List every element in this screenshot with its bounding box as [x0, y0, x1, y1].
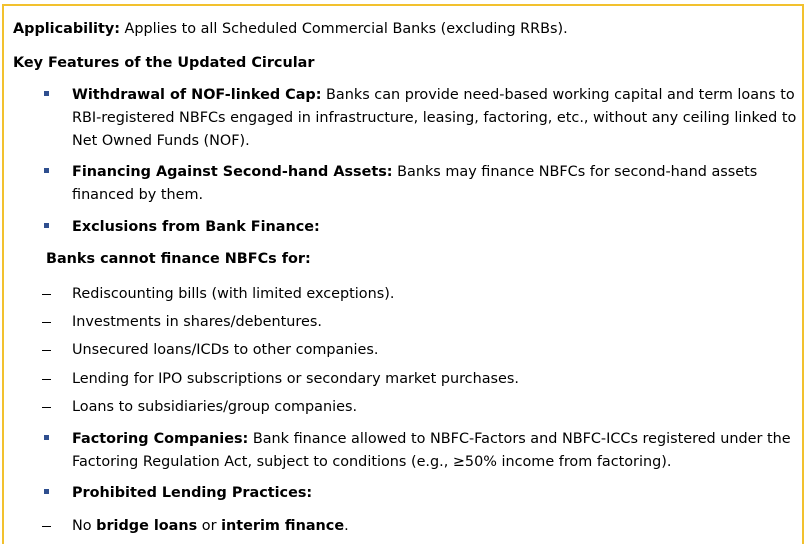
feature-text: Banks can provide need-based working capital and term loans to RBI-registered NBFCs engaged in infrastructure, leasing, factoring, etc., without any ceiling linked to Net Owned Funds (NOF). [72, 87, 797, 149]
applicability-line [13, 18, 568, 40]
prohibited-middle: or [197, 518, 222, 534]
bridge-loans-term: bridge loans [96, 518, 198, 534]
dash-bullet-icon [42, 350, 51, 351]
applicability-text: Applies to all Scheduled Commercial Banks (excluding RRBs). [119, 21, 568, 37]
dash-bullet-icon [42, 294, 51, 295]
bullet-square-icon [44, 91, 49, 96]
feature-item-factoring [72, 428, 800, 474]
bullet-square-icon [44, 435, 49, 440]
bullet-square-icon [44, 223, 49, 228]
feature-item-second-hand-assets [72, 161, 800, 207]
dash-bullet-icon [42, 526, 51, 527]
dash-bullet-icon [42, 379, 51, 380]
dash-bullet-icon [42, 407, 51, 408]
feature-text: Banks may finance NBFCs for second-hand assets financed by them. [72, 164, 758, 203]
bullet-square-icon [44, 489, 49, 494]
section-heading: Key Features of the Updated Circular [13, 55, 315, 71]
feature-text: Bank finance allowed to NBFC-Factors and NBFC-ICCs registered under the Factoring Regulation Act, subject to conditions (e.g., ≥50% income from factoring). [72, 431, 791, 470]
feature-item-exclusions: Exclusions from Bank Finance: [72, 219, 320, 235]
interim-finance-term: interim finance [221, 518, 345, 534]
feature-title: Factoring Companies: [72, 431, 249, 447]
circular-summary-box [2, 4, 804, 544]
exclusions-heading: Banks cannot finance NBFCs for: [46, 251, 311, 267]
feature-item-nof-cap [72, 84, 800, 153]
feature-title: Financing Against Second-hand Assets: [72, 164, 393, 180]
feature-title: Withdrawal of NOF-linked Cap: [72, 87, 322, 103]
prohibited-prefix: No [72, 518, 97, 534]
bullet-square-icon [44, 168, 49, 173]
dash-bullet-icon [42, 322, 51, 323]
exclusion-item: Loans to subsidiaries/group companies. [72, 399, 358, 415]
exclusion-item: Investments in shares/debentures. [72, 314, 322, 330]
exclusion-item: Rediscounting bills (with limited exceptions). [72, 286, 395, 302]
feature-item-prohibited: Prohibited Lending Practices: [72, 485, 313, 501]
prohibited-item [72, 515, 349, 537]
exclusion-item: Lending for IPO subscriptions or secondary market purchases. [72, 371, 519, 387]
prohibited-suffix: . [344, 518, 349, 534]
applicability-label: Applicability: [13, 21, 120, 37]
exclusion-item: Unsecured loans/ICDs to other companies. [72, 342, 379, 358]
